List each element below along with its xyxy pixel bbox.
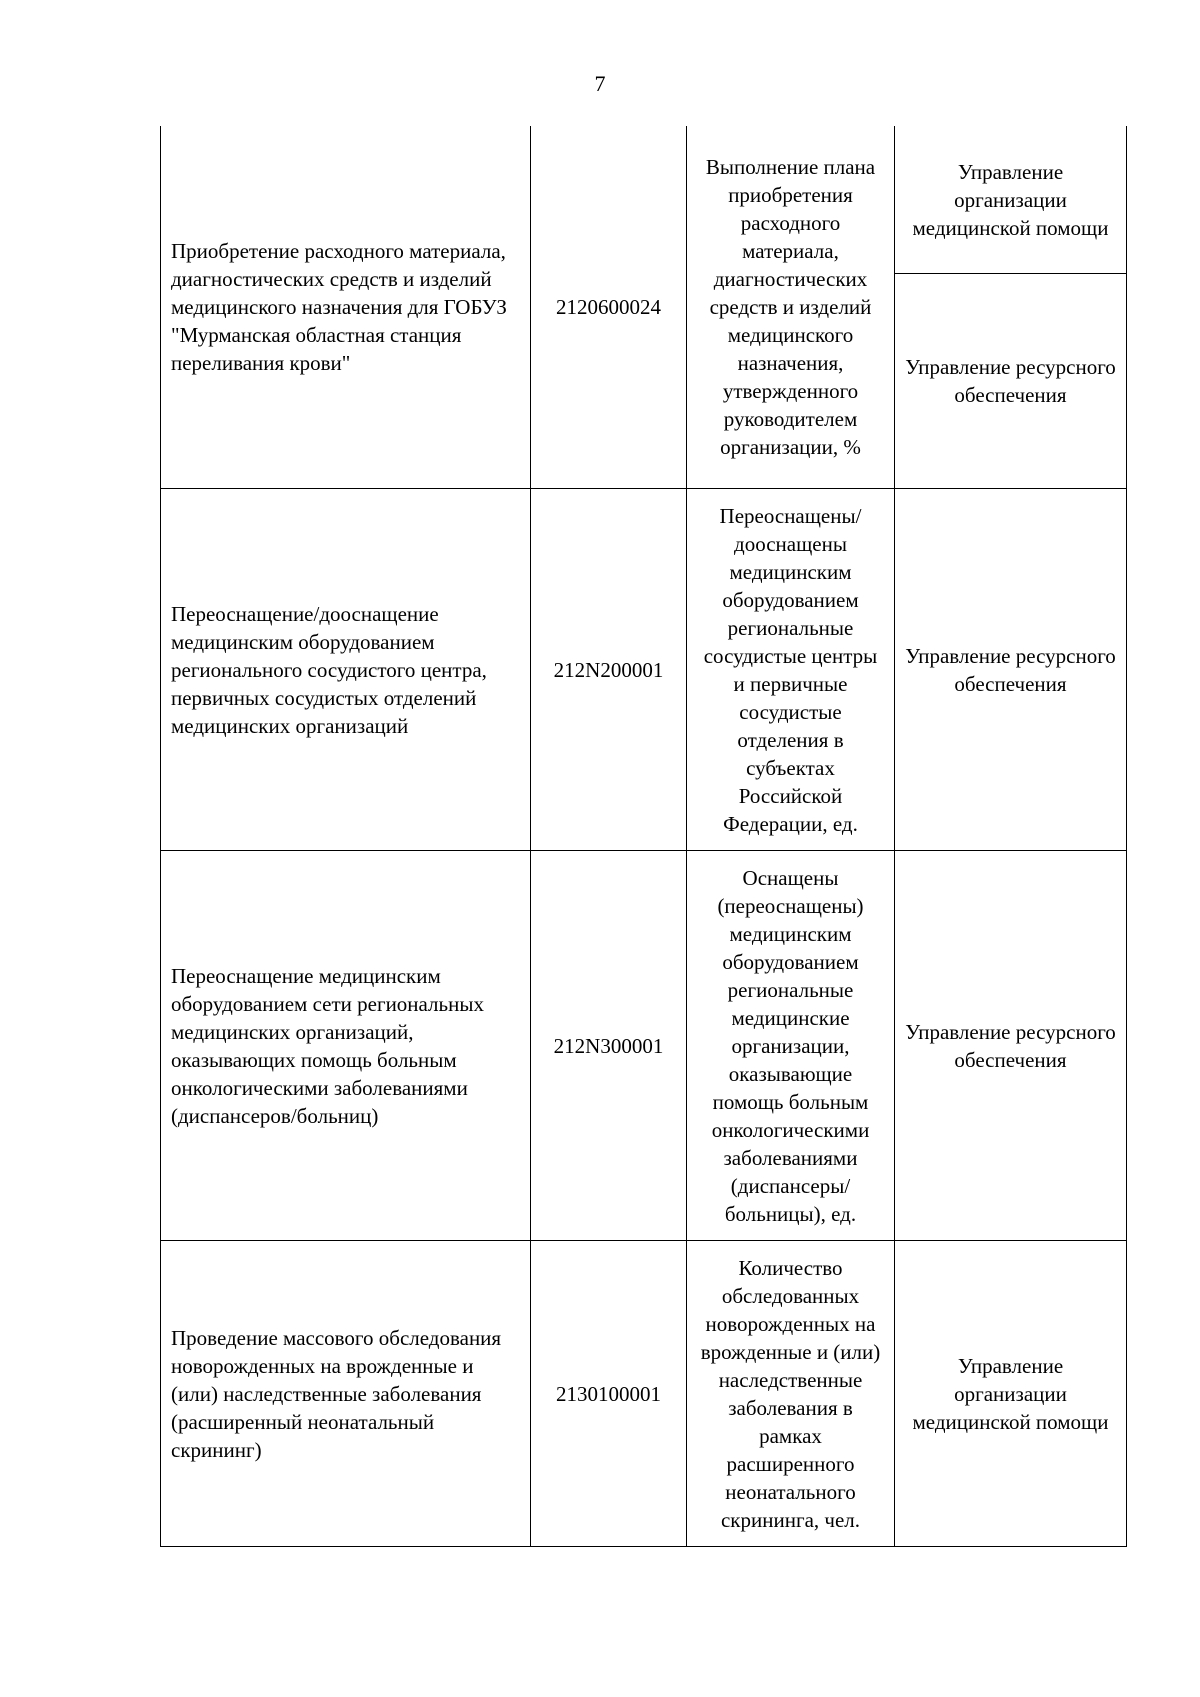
measure-code-cell: 212N300001 [531,851,687,1241]
table-row [161,489,1127,851]
responsible-cell: Управление ресурсного обеспечения [895,274,1127,489]
indicator-cell: Переоснащены/дооснащены медицинским оборудованием региональные сосудистые центры и первичные сосудистые отделения в субъектах Российской Федерации, ед. [687,489,895,851]
indicator-cell: Выполнение плана приобретения расходного материала, диагностических средств и изделий медицинского назначения, утвержденного руководителем организации, % [687,126,895,489]
responsible-cell: Управление ресурсного обеспечения [895,489,1127,851]
measure-name-cell: Проведение массового обследования новорожденных на врожденные и (или) наследственные заболевания (расширенный неонатальный скрининг) [161,1241,531,1547]
measure-code-cell: 2130100001 [531,1241,687,1547]
measure-name-cell: Переоснащение/дооснащение медицинским оборудованием регионального сосудистого центра, первичных сосудистых отделений медицинских организаций [161,489,531,851]
measure-name-cell: Переоснащение медицинским оборудованием сети региональных медицинских организаций, оказывающих помощь больным онкологическими заболеваниями (диспансеров/больниц) [161,851,531,1241]
responsible-cell: Управление организации медицинской помощи [895,1241,1127,1547]
table-row [161,851,1127,1241]
measure-code-cell: 2120600024 [531,126,687,489]
responsible-cell: Управление организации медицинской помощи [895,126,1127,274]
measures-table [160,126,1127,1547]
indicator-cell: Оснащены (переоснащены) медицинским оборудованием региональные медицинские организации, оказывающие помощь больным онкологическими заболеваниями (диспансеры/больницы), ед. [687,851,895,1241]
table-row [161,126,1127,274]
table-row [161,1241,1127,1547]
indicator-cell: Количество обследованных новорожденных на врожденные и (или) наследственные заболевания в рамках расширенного неонатального скрининга, чел. [687,1241,895,1547]
measure-name-cell: Приобретение расходного материала, диагностических средств и изделий медицинского назначения для ГОБУЗ "Мурманская областная станция переливания крови" [161,126,531,489]
measure-code-cell: 212N200001 [531,489,687,851]
page-number: 7 [594,71,606,96]
responsible-cell: Управление ресурсного обеспечения [895,851,1127,1241]
